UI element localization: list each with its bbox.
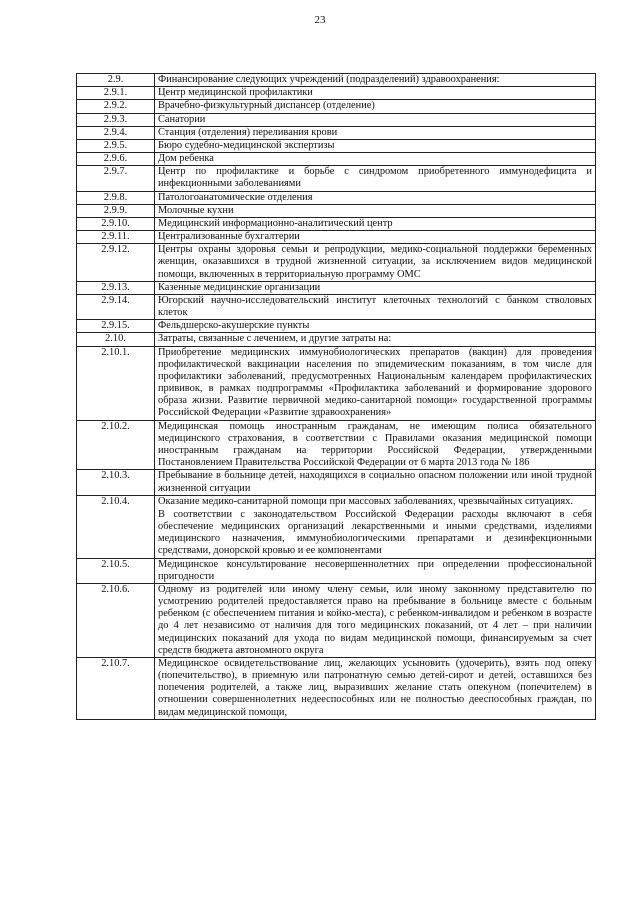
row-text <box>155 657 596 719</box>
row-paragraph: Одному из родителей или иному члену семьи, или иному законному представителю по усмотрению родителей предоставляется право на пребывание в больнице вместе с больным ребенком (с обеспечением питания и койко-места), с ребенком-инвалидом и ребенком в возрасте до 4 лет независимо от наличия для того медицинских показаний, от 4 лет – при наличии медицинских показаний для ухода по видам медицинской помощи, финансируемым за счет средств бюджета автономного округа <box>158 583 592 656</box>
row-number: 2.9.2. <box>77 100 155 113</box>
table-row <box>77 74 596 87</box>
row-number: 2.9.9. <box>77 204 155 217</box>
table-row <box>77 294 596 319</box>
row-paragraph: Центры охраны здоровья семьи и репродукции, медико-социальной поддержки беременных женщин, оказавшихся в трудной жизненной ситуации, за исключением видов медицинской помощи, включенных в территориальную программу ОМС <box>158 244 592 280</box>
page-number: 23 <box>314 14 326 26</box>
row-number: 2.9.8. <box>77 191 155 204</box>
row-paragraph: Югорский научно-исследовательский институт клеточных технологий с банком стволовых клеток <box>158 294 592 319</box>
row-paragraph: Врачебно-физкультурный диспансер (отделение) <box>158 100 375 112</box>
table-row <box>77 470 596 495</box>
row-number: 2.9.5. <box>77 139 155 152</box>
row-text <box>155 333 596 346</box>
row-number: 2.10.5. <box>77 558 155 583</box>
table-row <box>77 126 596 139</box>
row-number: 2.10.1. <box>77 346 155 420</box>
row-paragraph: Санатории <box>158 113 206 125</box>
row-text <box>155 204 596 217</box>
row-paragraph: Станция (отделения) переливания крови <box>158 126 338 138</box>
row-text <box>155 583 596 657</box>
row-text <box>155 346 596 420</box>
row-paragraph: Пребывание в больнице детей, находящихся в социально опасном положении или иной трудной жизненной ситуации <box>158 470 592 494</box>
row-number: 2.9.10. <box>77 217 155 230</box>
row-number: 2.9.15. <box>77 320 155 333</box>
table-row <box>77 204 596 217</box>
table-row <box>77 420 596 470</box>
row-number: 2.9.13. <box>77 281 155 294</box>
row-paragraph: Медицинское освидетельствование лиц, желающих усыновить (удочерить), взять под опеку (попечительство), в приемную или патронатную семью детей-сирот и детей, оставшихся без попечения родителей, а также лиц, выразивших желание стать опекуном (попечителем) в отношении совершеннолетних недееспособных или не полностью дееспособных граждан, по видам медицинской помощи, <box>158 657 592 718</box>
row-text <box>155 153 596 166</box>
row-paragraph: Центр по профилактике и борьбе с синдромом приобретенного иммунодефицита и инфекционными заболеваниями <box>158 166 592 190</box>
row-text <box>155 420 596 470</box>
row-paragraph: Дом ребенка <box>158 153 214 165</box>
row-number: 2.9.3. <box>77 113 155 126</box>
row-number: 2.9.1. <box>77 87 155 100</box>
row-paragraph: Казенные медицинские организации <box>158 281 321 293</box>
row-number: 2.9.6. <box>77 153 155 166</box>
table-row <box>77 217 596 230</box>
table-row <box>77 346 596 420</box>
table-row <box>77 139 596 152</box>
table-row <box>77 166 596 191</box>
row-text <box>155 217 596 230</box>
row-text <box>155 139 596 152</box>
table-row <box>77 244 596 282</box>
table-row <box>77 320 596 333</box>
table-row <box>77 231 596 244</box>
table-row <box>77 583 596 657</box>
table-row <box>77 495 596 558</box>
row-paragraph: Затраты, связанные с лечением, и другие затраты на: <box>158 333 392 345</box>
row-number: 2.10.3. <box>77 470 155 495</box>
row-paragraph: Медицинское консультирование несовершеннолетних при определении профессиональной пригодности <box>158 558 592 582</box>
table-row <box>77 153 596 166</box>
table-body <box>77 74 596 720</box>
row-paragraph: Патологоанатомические отделения <box>158 191 313 203</box>
row-number: 2.10.6. <box>77 583 155 657</box>
row-text <box>155 87 596 100</box>
row-number: 2.9.14. <box>77 294 155 319</box>
row-paragraph: Централизованные бухгалтерии <box>158 231 300 243</box>
row-number: 2.10.7. <box>77 657 155 719</box>
row-number: 2.10.2. <box>77 420 155 470</box>
row-paragraph: Медицинская помощь иностранным гражданам, не имеющим полиса обязательного медицинского страхования, в соответствии с Правилами оказания медицинской помощи иностранным гражданам на территории Российской Федерации, утвержденными Постановлением Правительства Российской Федерации от 6 марта 2013 года № 186 <box>158 420 592 469</box>
row-text <box>155 558 596 583</box>
row-text <box>155 100 596 113</box>
row-paragraph: Центр медицинской профилактики <box>158 87 313 99</box>
row-paragraph: Приобретение медицинских иммунобиологических препаратов (вакцин) для проведения профилактической вакцинации населения по эпидемическим показаниям, в том числе для профилактики заболеваний, предусмотренных Национальным календарем профилактических прививок, в рамках подпрограммы «Профилактика заболеваний и формирование здорового образа жизни. Развитие первичной медико-санитарной помощи» государственной программы Российской Федерации «Развитие здравоохранения» <box>158 346 592 419</box>
row-text <box>155 126 596 139</box>
row-number: 2.10.4. <box>77 495 155 558</box>
row-paragraph: Оказание медико-санитарной помощи при массовых заболеваниях, чрезвычайных ситуациях. <box>158 495 573 507</box>
row-paragraph: В соответствии с законодательством Российской Федерации расходы включают в себя обеспечение медицинских организаций лекарственными и иными средствами, изделиями медицинского назначения, иммунобиологическими препаратами и дезинфекционными средствами, донорской кровью и ее компонентами <box>158 508 592 557</box>
row-paragraph: Бюро судебно-медицинской экспертизы <box>158 139 335 151</box>
row-text <box>155 294 596 319</box>
table-row <box>77 113 596 126</box>
row-number: 2.9.4. <box>77 126 155 139</box>
table-row <box>77 87 596 100</box>
row-paragraph: Финансирование следующих учреждений (подразделений) здравоохранения: <box>158 74 500 85</box>
row-number: 2.9.11. <box>77 231 155 244</box>
row-text <box>155 470 596 495</box>
row-text <box>155 320 596 333</box>
row-paragraph: Фельдшерско-акушерские пункты <box>158 320 310 332</box>
table-row <box>77 191 596 204</box>
row-paragraph: Медицинский информационно-аналитический центр <box>158 217 393 229</box>
row-number: 2.9.7. <box>77 166 155 191</box>
financing-table <box>76 73 596 720</box>
row-paragraph: Молочные кухни <box>158 204 234 216</box>
table-row <box>77 100 596 113</box>
table-row <box>77 333 596 346</box>
row-text <box>155 166 596 191</box>
row-number: 2.9. <box>77 74 155 87</box>
row-text <box>155 74 596 87</box>
row-text <box>155 191 596 204</box>
row-number: 2.10. <box>77 333 155 346</box>
row-number: 2.9.12. <box>77 244 155 282</box>
table-row <box>77 558 596 583</box>
table-row <box>77 657 596 719</box>
row-text <box>155 231 596 244</box>
row-text <box>155 495 596 558</box>
table-row <box>77 281 596 294</box>
row-text <box>155 113 596 126</box>
row-text <box>155 244 596 282</box>
row-text <box>155 281 596 294</box>
